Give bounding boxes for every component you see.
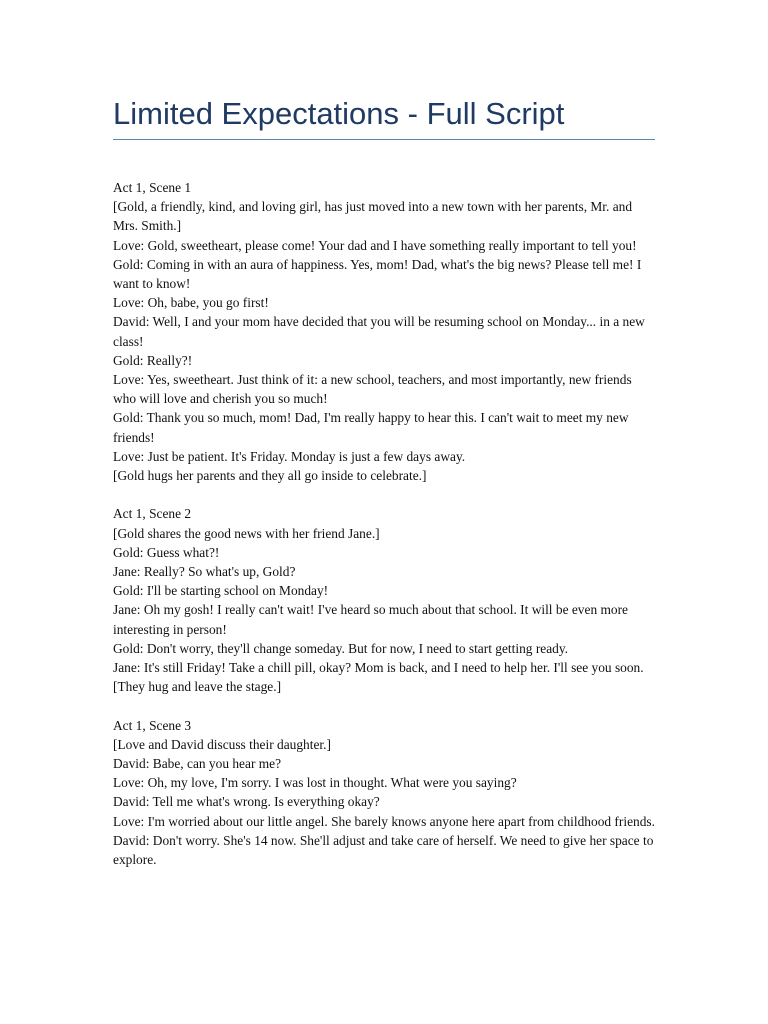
scene-heading: Act 1, Scene 2 (113, 506, 192, 522)
dialogue-line: Love: Gold, sweetheart, please come! Your dad and I have something really important to tell you! (113, 237, 637, 253)
dialogue-line: Gold: Coming in with an aura of happiness. Yes, mom! Dad, what's the big news? Please tell me! I want to know! (113, 256, 642, 292)
document-title: Limited Expectations - Full Script (113, 96, 565, 131)
scene-1 (113, 178, 655, 485)
script-body (113, 178, 655, 869)
dialogue-line: Love: Oh, babe, you go first! (113, 295, 269, 311)
dialogue-line: Gold: I'll be starting school on Monday! (113, 583, 329, 599)
dialogue-line: Love: I'm worried about our little angel. She barely knows anyone here apart from childhood friends. (113, 813, 655, 829)
scene-heading: Act 1, Scene 1 (113, 180, 192, 195)
dialogue-line: David: Babe, can you hear me? (113, 756, 282, 772)
dialogue-line: Gold: Don't worry, they'll change someday. But for now, I need to start getting ready. (113, 640, 569, 656)
stage-direction: [They hug and leave the stage.] (113, 679, 282, 695)
dialogue-line: Gold: Really?! (113, 352, 193, 368)
dialogue-line: Jane: It's still Friday! Take a chill pill, okay? Mom is back, and I need to help her. I'll see you soon. (113, 660, 644, 676)
dialogue-line: Love: Just be patient. It's Friday. Monday is just a few days away. (113, 448, 466, 464)
dialogue-line: Love: Yes, sweetheart. Just think of it: a new school, teachers, and most importantly, new friends who will love and cherish you so much! (113, 372, 632, 407)
dialogue-line: Gold: Thank you so much, mom! Dad, I'm really happy to hear this. I can't wait to meet my new friends! (113, 410, 629, 445)
scene-heading: Act 1, Scene 3 (113, 717, 192, 733)
dialogue-line: Jane: Oh my gosh! I really can't wait! I've heard so much about that school. It will be even more interesting in person! (113, 602, 629, 637)
document-page (113, 0, 655, 888)
dialogue-line: David: Well, I and your mom have decided that you will be resuming school on Monday... in a new class! (113, 314, 645, 349)
stage-direction: [Gold hugs her parents and they all go inside to celebrate.] (113, 468, 427, 484)
scene-2 (113, 504, 655, 696)
title-underline (113, 139, 655, 140)
dialogue-line: Jane: Really? So what's up, Gold? (113, 564, 296, 580)
dialogue-line: David: Don't worry. She's 14 now. She'll adjust and take care of herself. We need to give her space to explore. (113, 832, 654, 868)
stage-direction: [Gold, a friendly, kind, and loving girl, has just moved into a new town with her parents, Mr. and Mrs. Smith.] (113, 199, 633, 234)
dialogue-line: David: Tell me what's wrong. Is everything okay? (113, 794, 380, 810)
dialogue-line: Gold: Guess what?! (113, 544, 220, 560)
dialogue-line: Love: Oh, my love, I'm sorry. I was lost in thought. What were you saying? (113, 775, 517, 791)
stage-direction: [Love and David discuss their daughter.] (113, 736, 331, 752)
scene-3 (113, 716, 655, 870)
stage-direction: [Gold shares the good news with her friend Jane.] (113, 525, 380, 541)
